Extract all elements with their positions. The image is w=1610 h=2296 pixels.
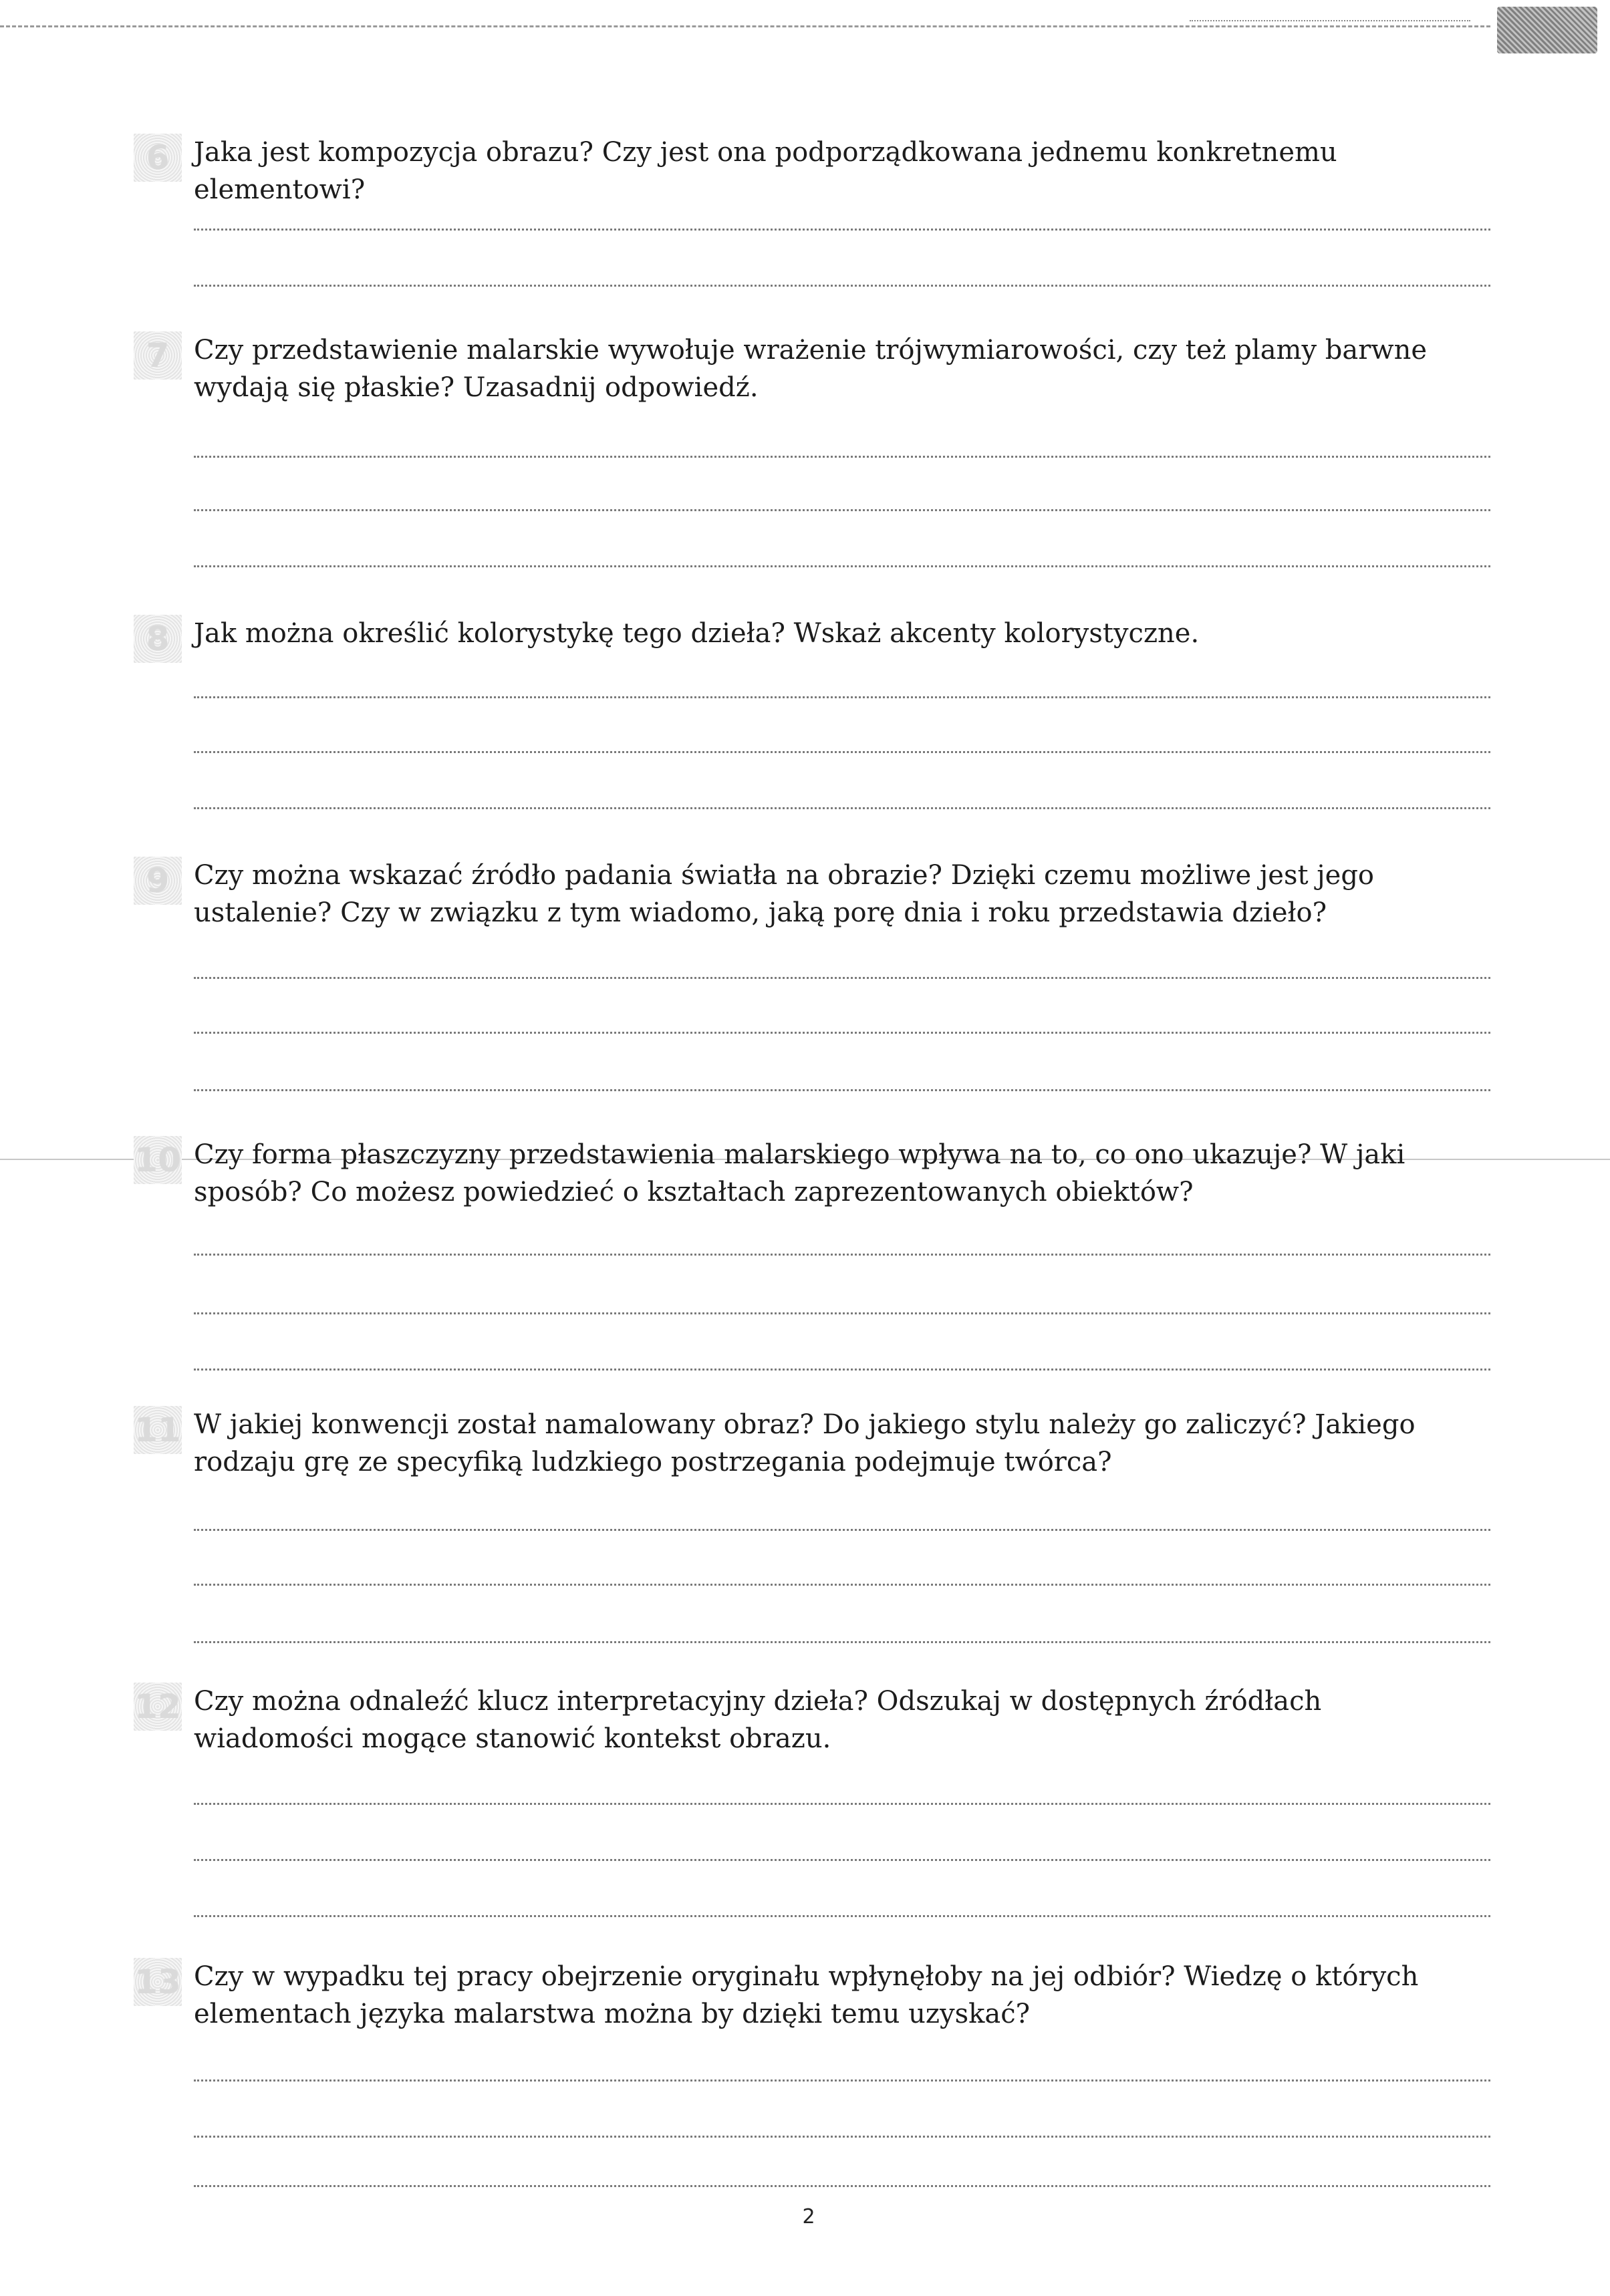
answer-line[interactable] (194, 1254, 1490, 1256)
question-number: 6 (134, 134, 182, 182)
answer-line[interactable] (194, 807, 1490, 809)
question-number: 11 (134, 1406, 182, 1454)
question-number: 9 (134, 857, 182, 905)
question-number: 12 (134, 1683, 182, 1731)
answer-line[interactable] (194, 1369, 1490, 1371)
question-number: 13 (134, 1958, 182, 2006)
answer-line[interactable] (194, 696, 1490, 698)
answer-line[interactable] (194, 1529, 1490, 1531)
question-number: 7 (134, 331, 182, 380)
question-text: Czy przedstawienie malarskie wywołuje wrażenie trójwymiarowości, czy też plamy barwne wydają się płaskie? Uzasadnij odpowiedź. (194, 335, 1428, 403)
answer-line[interactable] (194, 1915, 1490, 1917)
question-text: Czy można wskazać źródło padania światła na obrazie? Dzięki czemu możliwe jest jego ustalenie? Czy w związku z tym wiadomo, jaką porę dnia i roku przedstawia dzieło? (194, 860, 1375, 928)
answer-line[interactable] (194, 285, 1490, 287)
question-text: Czy można odnaleźć klucz interpretacyjny dzieła? Odszukaj w dostępnych źródłach wiadomości mogące stanowić kontekst obrazu. (194, 1686, 1322, 1754)
answer-line[interactable] (194, 1641, 1490, 1643)
answer-line[interactable] (194, 2136, 1490, 2138)
answer-line[interactable] (194, 751, 1490, 753)
scan-corner-mark (1497, 7, 1597, 53)
answer-line[interactable] (194, 2185, 1490, 2187)
question-text: Czy w wypadku tej pracy obejrzenie oryginału wpłynęłoby na jej odbiór? Wiedzę o których elementach języka malarstwa można by dzięki temu uzyskać? (194, 1961, 1419, 2029)
page-number: 2 (802, 2205, 815, 2229)
answer-line[interactable] (194, 1032, 1490, 1034)
answer-line[interactable] (194, 565, 1490, 567)
answer-line[interactable] (194, 2079, 1490, 2082)
question-number: 8 (134, 615, 182, 663)
answer-line[interactable] (194, 1803, 1490, 1805)
answer-line[interactable] (194, 1859, 1490, 1861)
question-text: Czy forma płaszczyzny przedstawienia malarskiego wpływa na to, co ono ukazuje? W jaki sposób? Co możesz powiedzieć o kształtach zaprezentowanych obiektów? (194, 1139, 1405, 1207)
answer-line[interactable] (194, 1089, 1490, 1091)
answer-line[interactable] (194, 977, 1490, 979)
answer-line[interactable] (194, 1312, 1490, 1314)
question-number: 10 (134, 1136, 182, 1184)
question-text: W jakiej konwencji został namalowany obraz? Do jakiego stylu należy go zaliczyć? Jakiego rodzaju grę ze specyfiką ludzkiego postrzegania podejmuje twórca? (194, 1409, 1416, 1477)
answer-line[interactable] (194, 509, 1490, 511)
scan-edge-line (0, 25, 1490, 27)
answer-line[interactable] (194, 1584, 1490, 1586)
answer-line[interactable] (194, 456, 1490, 458)
answer-line[interactable] (194, 229, 1490, 231)
scan-edge-line (1190, 20, 1470, 21)
question-text: Jak można określić kolorystykę tego dzieła? Wskaż akcenty kolorystyczne. (194, 618, 1200, 649)
question-text: Jaka jest kompozycja obrazu? Czy jest ona podporządkowana jednemu konkretnemu elementowi? (194, 137, 1337, 205)
